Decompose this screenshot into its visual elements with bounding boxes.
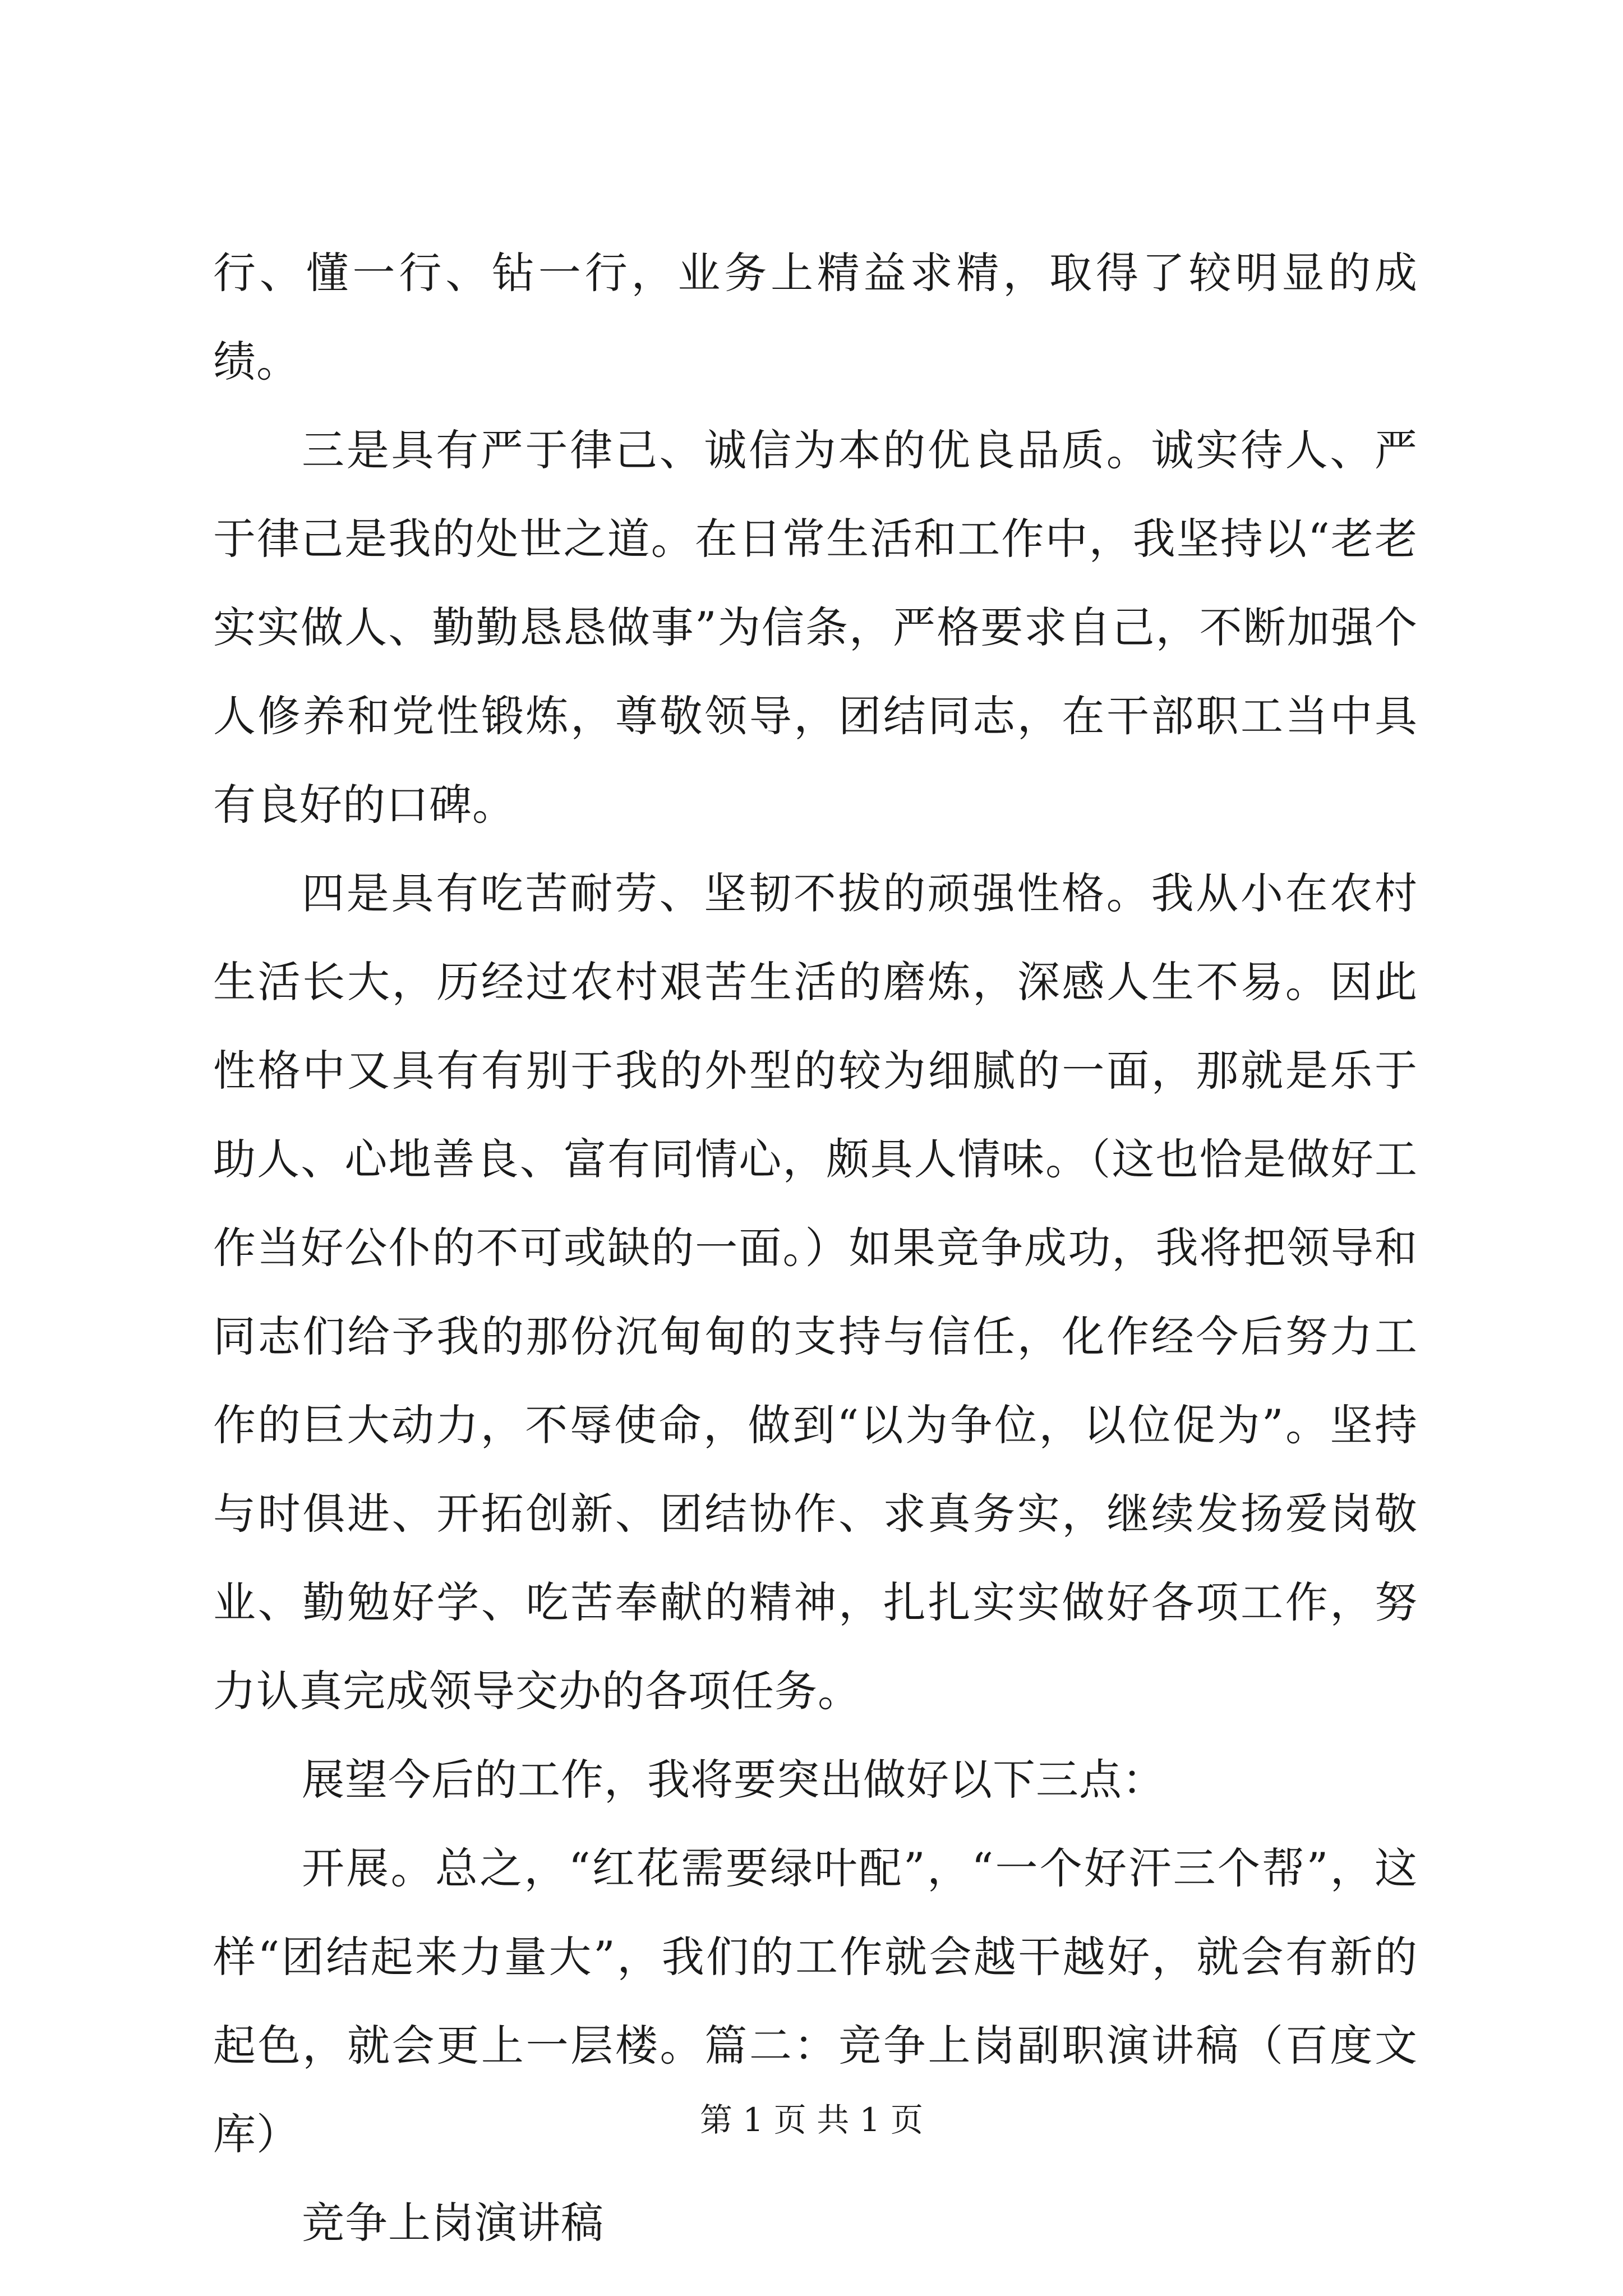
paragraph: 开展。总之，“红花需要绿叶配”，“一个好汗三个帮”，这样“团结起来力量大”，我们的工作就会越干越好，就会有新的起色，就会更上一层楼。篇二：竞争上岗副职演讲稿（百度文库） bbox=[213, 1843, 1418, 2159]
document-body bbox=[213, 229, 1418, 2267]
section-heading: 竞争上岗演讲稿 bbox=[302, 2198, 604, 2248]
paragraph: 行、懂一行、钻一行，业务上精益求精，取得了较明显的成绩。 bbox=[213, 248, 1418, 386]
paragraph: 展望今后的工作，我将要突出做好以下三点： bbox=[302, 1755, 1165, 1805]
paragraph: 三是具有严于律己、诚信为本的优良品质。诚实待人、严于律己是我的处世之道。在日常生活和工作中，我坚持以“老老实实做人、勤勤恳恳做事”为信条，严格要求自己，不断加强个人修养和党性锻炼，尊敬领导，团结同志，在干部职工当中具有良好的口碑。 bbox=[213, 425, 1418, 830]
paragraph: 四是具有吃苦耐劳、坚韧不拔的顽强性格。我从小在农村生活长大，历经过农村艰苦生活的磨炼，深感人生不易。因此性格中又具有有别于我的外型的较为细腻的一面，那就是乐于助人、心地善良、富有同情心，颇具人情味。（这也恰是做好工作当好公仆的不可或缺的一面。）如果竞争成功，我将把领导和同志们给予我的那份沉甸甸的支持与信任，化作经今后努力工作的巨大动力，不辱使命，做到“以为争位，以位促为”。坚持与时俱进、开拓创新、团结协作、求真务实，继续发扬爱岗敬业、勤勉好学、吃苦奉献的精神，扎扎实实做好各项工作，努力认真完成领导交办的各项任务。 bbox=[213, 868, 1418, 1716]
page-number-footer: 第 1 页 共 1 页 bbox=[700, 2101, 923, 2139]
